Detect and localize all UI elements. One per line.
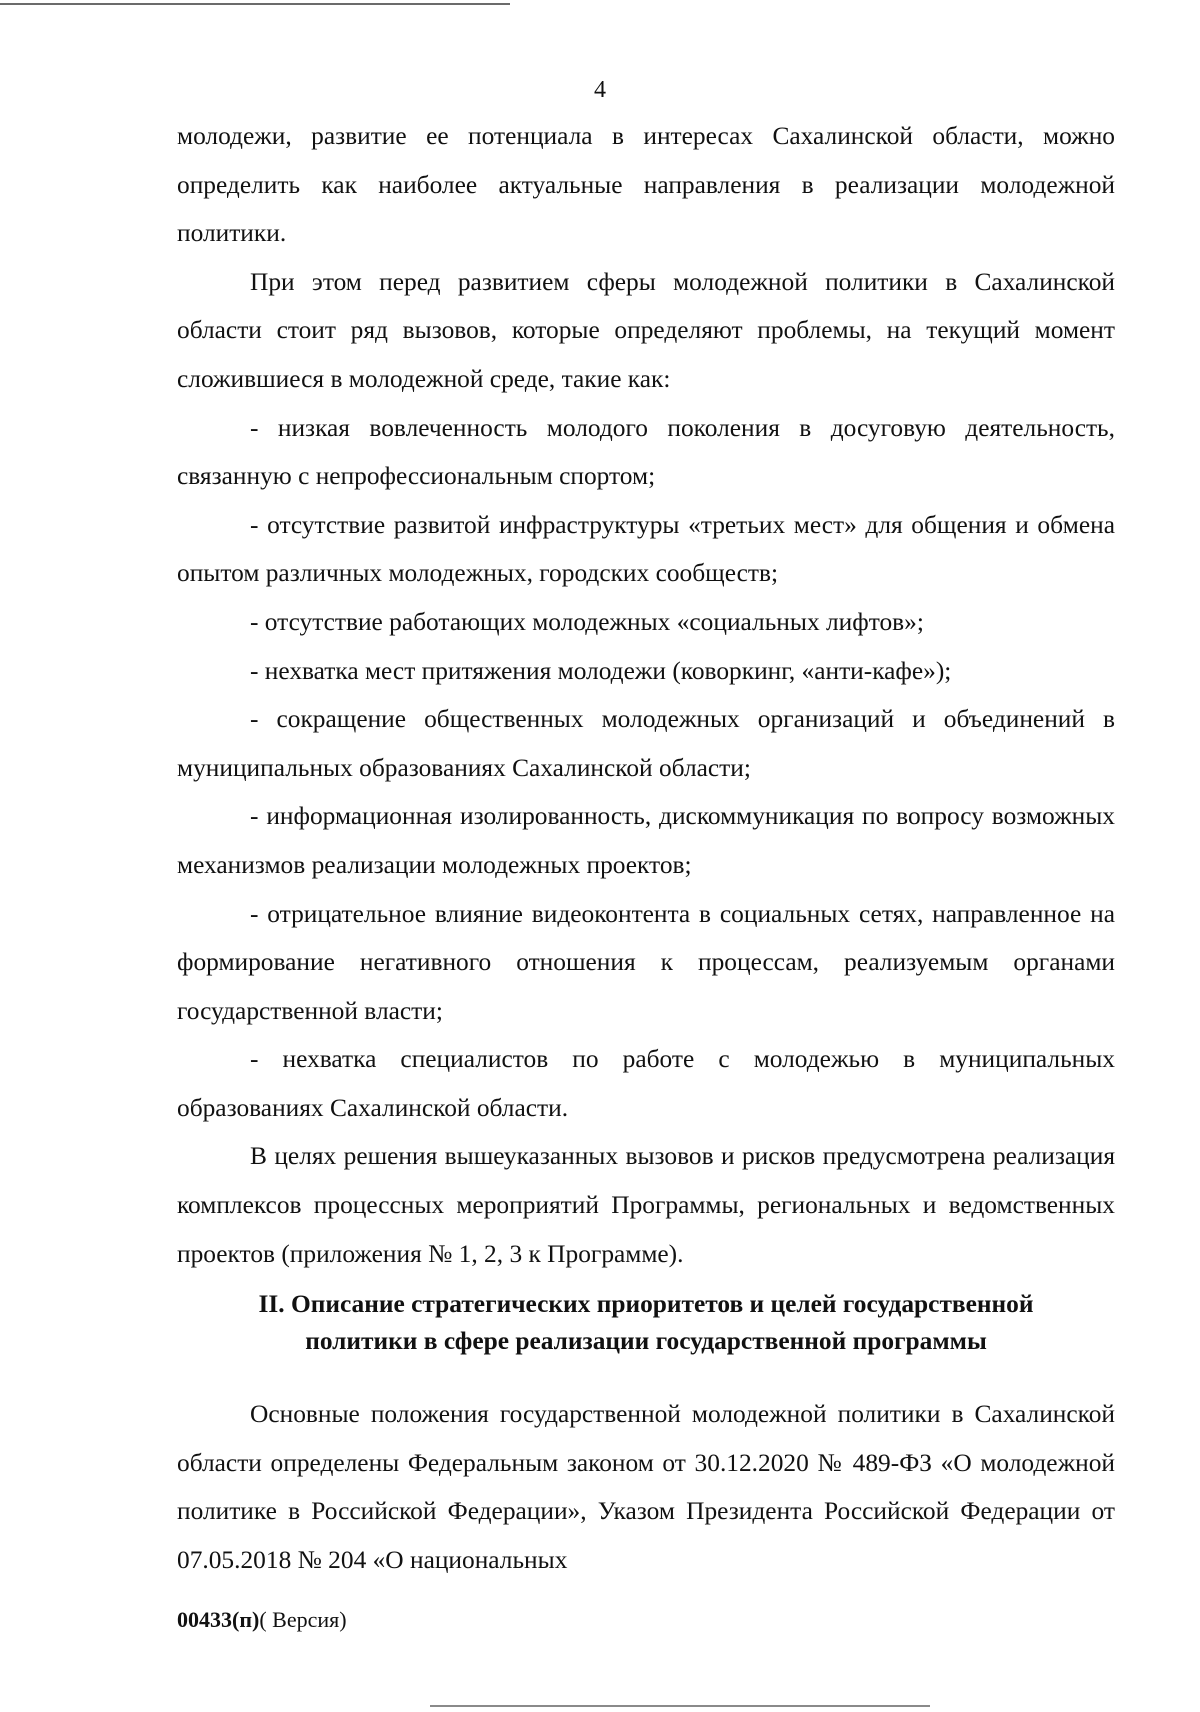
paragraph-solutions: В целях решения вышеуказанных вызовов и рисков предусмотрена реализация комплексов процессных мероприятий Программы, региональных и ведомственных проектов (приложения № 1, 2, 3 к Программе). bbox=[177, 1142, 1115, 1268]
document-code: 00433(п) bbox=[177, 1607, 260, 1632]
list-item-video-content: - отрицательное влияние видеоконтента в социальных сетях, направленное на формирование негативного отношения к процессам, реализуемым органами государственной власти; bbox=[177, 899, 1115, 1025]
list-item-organizations-decline: - сокращение общественных молодежных организаций и объединений в муниципальных образованиях Сахалинской области; bbox=[177, 705, 1115, 782]
document-footer bbox=[177, 1605, 347, 1635]
paragraph-continuation: молодежи, развитие ее потенциала в интересах Сахалинской области, можно определить как наиболее актуальные направления в реализации молодежной политики. bbox=[177, 122, 1115, 248]
document-version: ( Версия) bbox=[259, 1607, 347, 1632]
document-body bbox=[177, 112, 1115, 1585]
list-item-specialists-shortage: - нехватка специалистов по работе с молодежью в муниципальных образованиях Сахалинской области. bbox=[177, 1045, 1115, 1122]
list-item-youth-venues: - нехватка мест притяжения молодежи (коворкинг, «анти-кафе»); bbox=[250, 656, 952, 685]
page-number: 4 bbox=[594, 77, 606, 103]
list-item-information-isolation: - информационная изолированность, дискоммуникация по вопросу возможных механизмов реализации молодежных проектов; bbox=[177, 802, 1115, 879]
paragraph-legal-basis: Основные положения государственной молодежной политики в Сахалинской области определены Федеральным законом от 30.12.2020 № 489-ФЗ «О молодежной политике в Российской Федерации», Указом Президента Российской Федерации от 07.05.2018 № 204 «О национальных bbox=[177, 1400, 1115, 1575]
scan-edge-bottom-line bbox=[430, 1705, 930, 1707]
list-item-low-engagement: - низкая вовлеченность молодого поколения в досуговую деятельность, связанную с непрофессиональным спортом; bbox=[177, 413, 1115, 491]
scan-edge-top-line bbox=[0, 3, 510, 5]
section-heading-line-1: II. Описание стратегических приоритетов и целей государственной bbox=[258, 1290, 1034, 1319]
list-item-social-lifts: - отсутствие работающих молодежных «социальных лифтов»; bbox=[250, 607, 924, 636]
section-heading-line-2: политики в сфере реализации государственной программы bbox=[305, 1327, 987, 1356]
list-item-third-places: - отсутствие развитой инфраструктуры «третьих мест» для общения и обмена опытом различных молодежных, городских сообществ; bbox=[177, 510, 1115, 588]
paragraph-challenges-intro: При этом перед развитием сферы молодежной политики в Сахалинской области стоит ряд вызовов, которые определяют проблемы, на текущий момент сложившиеся в молодежной среде, такие как: bbox=[177, 267, 1115, 393]
section-heading bbox=[177, 1278, 1115, 1360]
